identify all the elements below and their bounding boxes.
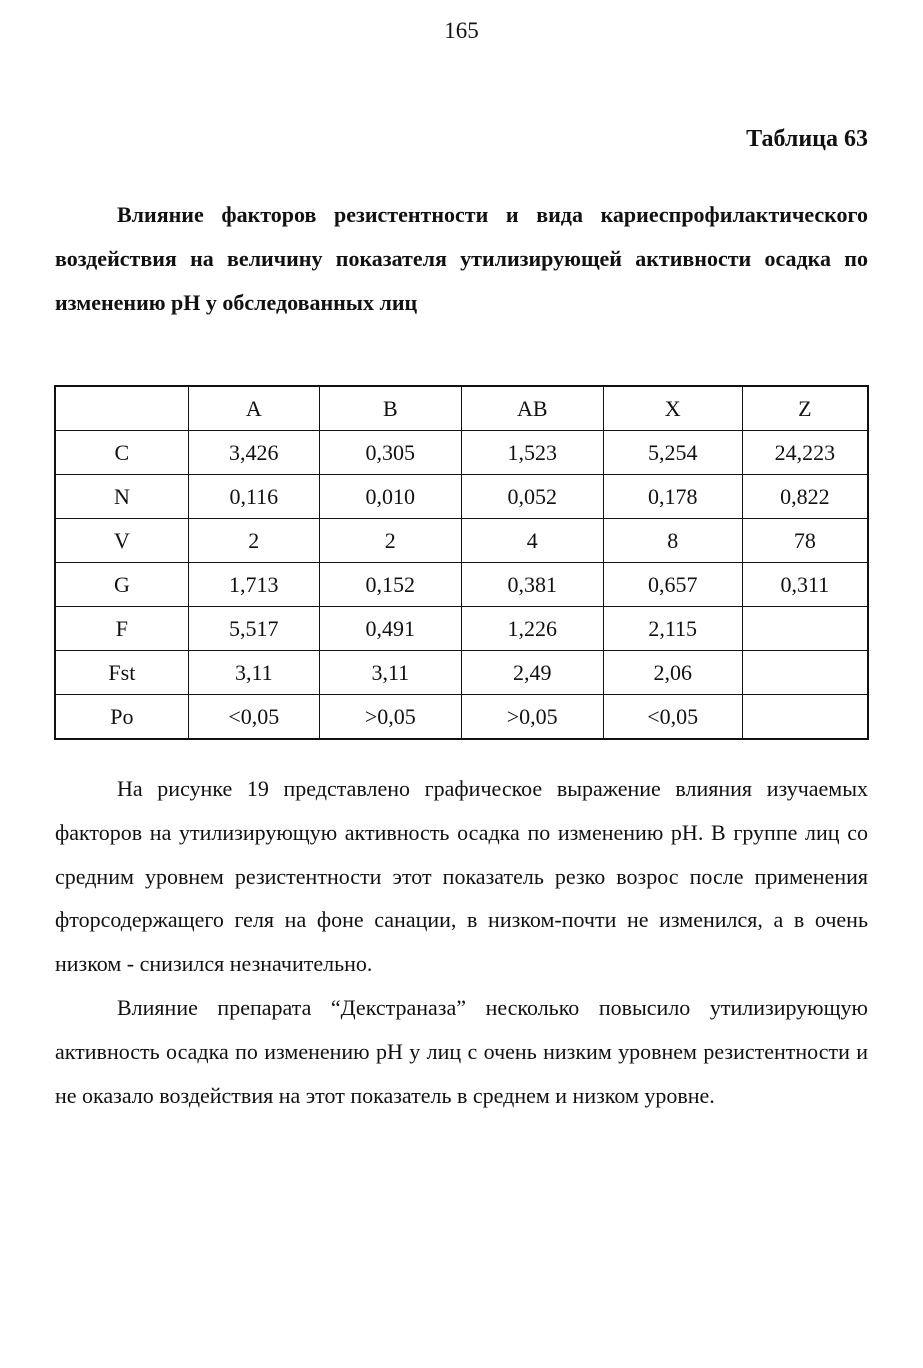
row-label-cell: F — [55, 607, 188, 651]
table-cell: 0,052 — [461, 475, 603, 519]
paragraph: На рисунке 19 представлено графическое выражение влияния изучаемых факторов на утилизирующую активность осадка по изменению pH. В группе лиц со средним уровнем резистентности этот показатель резко возрос после применения фторсодержащего геля на фоне санации, в низком-почти не изменился, а в очень низком - снизился незначительно. — [55, 776, 868, 977]
table-row — [55, 695, 868, 740]
table-cell: 0,305 — [319, 431, 461, 475]
table-cell: 78 — [742, 519, 868, 563]
table-row — [55, 431, 868, 475]
table-cell: 0,311 — [742, 563, 868, 607]
table-row — [55, 607, 868, 651]
table-cell: 4 — [461, 519, 603, 563]
table-cell: 0,822 — [742, 475, 868, 519]
row-label-cell: N — [55, 475, 188, 519]
table-cell: 3,11 — [188, 651, 319, 695]
row-label-cell: G — [55, 563, 188, 607]
table-cell: 24,223 — [742, 431, 868, 475]
table-header-row — [55, 386, 868, 431]
page-number: 165 — [444, 18, 479, 43]
table-cell — [742, 607, 868, 651]
table-row — [55, 519, 868, 563]
table-cell: 0,491 — [319, 607, 461, 651]
table-cell: 0,010 — [319, 475, 461, 519]
table-cell: 0,116 — [188, 475, 319, 519]
header-cell: X — [603, 386, 742, 431]
table-row — [55, 563, 868, 607]
table-cell: 0,657 — [603, 563, 742, 607]
table-cell: 1,713 — [188, 563, 319, 607]
table-cell: 1,523 — [461, 431, 603, 475]
row-label-cell: V — [55, 519, 188, 563]
table-cell: 2,49 — [461, 651, 603, 695]
table-cell: 1,226 — [461, 607, 603, 651]
table-cell: 3,11 — [319, 651, 461, 695]
body-text — [55, 767, 868, 1117]
table-caption: Влияние факторов резистентности и вида кариеспрофилактического воздействия на величину показателя утилизирующей активности осадка по изменению pH у обследованных лиц — [55, 202, 868, 315]
table-cell — [742, 651, 868, 695]
table-cell: 0,152 — [319, 563, 461, 607]
table-cell: 2 — [188, 519, 319, 563]
table-cell: <0,05 — [603, 695, 742, 740]
table-cell: 0,178 — [603, 475, 742, 519]
header-cell: AB — [461, 386, 603, 431]
table-row — [55, 651, 868, 695]
header-cell — [55, 386, 188, 431]
table-cell: 3,426 — [188, 431, 319, 475]
table-cell: >0,05 — [461, 695, 603, 740]
row-label-cell: C — [55, 431, 188, 475]
table-cell: 2 — [319, 519, 461, 563]
table-cell: 2,06 — [603, 651, 742, 695]
table-cell: 2,115 — [603, 607, 742, 651]
header-cell: B — [319, 386, 461, 431]
table-label: Таблица 63 — [746, 126, 868, 152]
table-cell: 0,381 — [461, 563, 603, 607]
table-cell: >0,05 — [319, 695, 461, 740]
table-cell: <0,05 — [188, 695, 319, 740]
header-cell: A — [188, 386, 319, 431]
table-row — [55, 475, 868, 519]
table-cell: 8 — [603, 519, 742, 563]
data-table — [54, 385, 869, 740]
table-cell — [742, 695, 868, 740]
table-cell: 5,254 — [603, 431, 742, 475]
row-label-cell: Fst — [55, 651, 188, 695]
paragraph: Влияние препарата “Декстраназа” несколько повысило утилизирующую активность осадка по изменению pH у лиц с очень низким уровнем резистентности и не оказало воздействия на этот показатель в среднем и низком уровне. — [55, 994, 868, 1108]
header-cell: Z — [742, 386, 868, 431]
row-label-cell: Po — [55, 695, 188, 740]
table-cell: 5,517 — [188, 607, 319, 651]
